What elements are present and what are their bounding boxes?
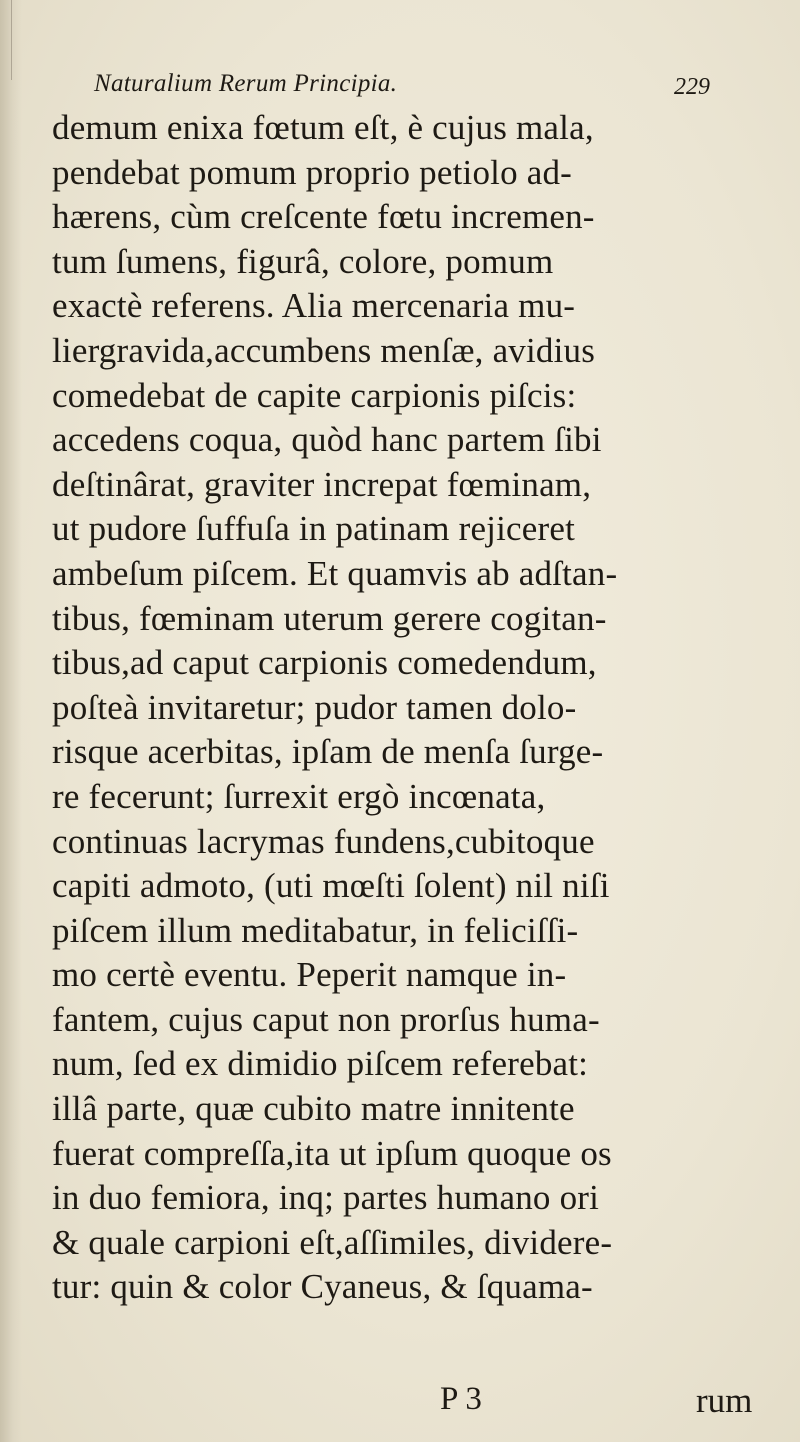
text-line: tibus, fœminam uterum gerere cogitan- (52, 598, 607, 638)
text-line: continuas lacrymas fundens,cubitoque (52, 821, 595, 861)
text-line: piſcem illum meditabatur, in feliciſſi- (52, 910, 579, 950)
page-number: 229 (674, 74, 710, 100)
text-line: mo certè eventu. Peperit namque in- (52, 955, 567, 995)
running-head: Naturalium Rerum Principia. (94, 70, 398, 97)
text-line: fantem, cujus caput non prorſus huma- (52, 999, 600, 1039)
page-header (94, 70, 710, 110)
text-line: accedens coqua, quòd hanc partem ſibi (52, 420, 602, 460)
text-line: tur: quin & color Cyaneus, & ſquama- (52, 1267, 593, 1307)
text-line: comedebat de capite carpionis piſcis: (52, 375, 577, 415)
text-line: liergravida,accumbens menſæ, avidius (52, 330, 596, 370)
text-line: in duo femiora, inq; partes humano ori (52, 1178, 600, 1218)
text-line: hærens, cùm creſcente fœtu incremen- (52, 197, 595, 237)
text-line: ambeſum piſcem. Et quamvis ab adſtan- (52, 553, 618, 593)
text-line: capiti admoto, (uti mœſti ſolent) nil niſi (52, 866, 610, 906)
text-line: fuerat compreſſa,ita ut ipſum quoque os (52, 1133, 612, 1173)
text-line: num, ſed ex dimidio piſcem referebat: (52, 1044, 589, 1084)
text-line: deſtinârat, graviter increpat fœminam, (52, 464, 592, 504)
text-line: pendebat pomum proprio petiolo ad- (52, 152, 573, 192)
binding-gutter (0, 0, 22, 1442)
text-line: risque acerbitas, ipſam de menſa ſurge- (52, 732, 604, 772)
text-line: re fecerunt; ſurrexit ergò incœnata, (52, 776, 546, 816)
page-footer (52, 1381, 752, 1427)
text-line: tum ſumens, figurâ, colore, pomum (52, 241, 554, 281)
signature-mark: P 3 (440, 1381, 482, 1417)
text-line: poſteà invitaretur; pudor tamen dolo- (52, 687, 577, 727)
text-line: tibus,ad caput carpionis comedendum, (52, 643, 597, 683)
text-line: illâ parte, quæ cubito matre innitente (52, 1089, 575, 1129)
catchword: rum (696, 1381, 753, 1420)
text-line: demum enixa fœtum eſt, è cujus mala, (52, 108, 594, 147)
text-line: exactè referens. Alia mercenaria mu- (52, 286, 576, 326)
body-text (52, 106, 794, 1310)
page-fold-line (11, 0, 12, 80)
text-line: & quale carpioni eſt,aſſimiles, dividere- (52, 1222, 613, 1262)
text-line: ut pudore ſuffuſa in patinam rejiceret (52, 509, 576, 549)
